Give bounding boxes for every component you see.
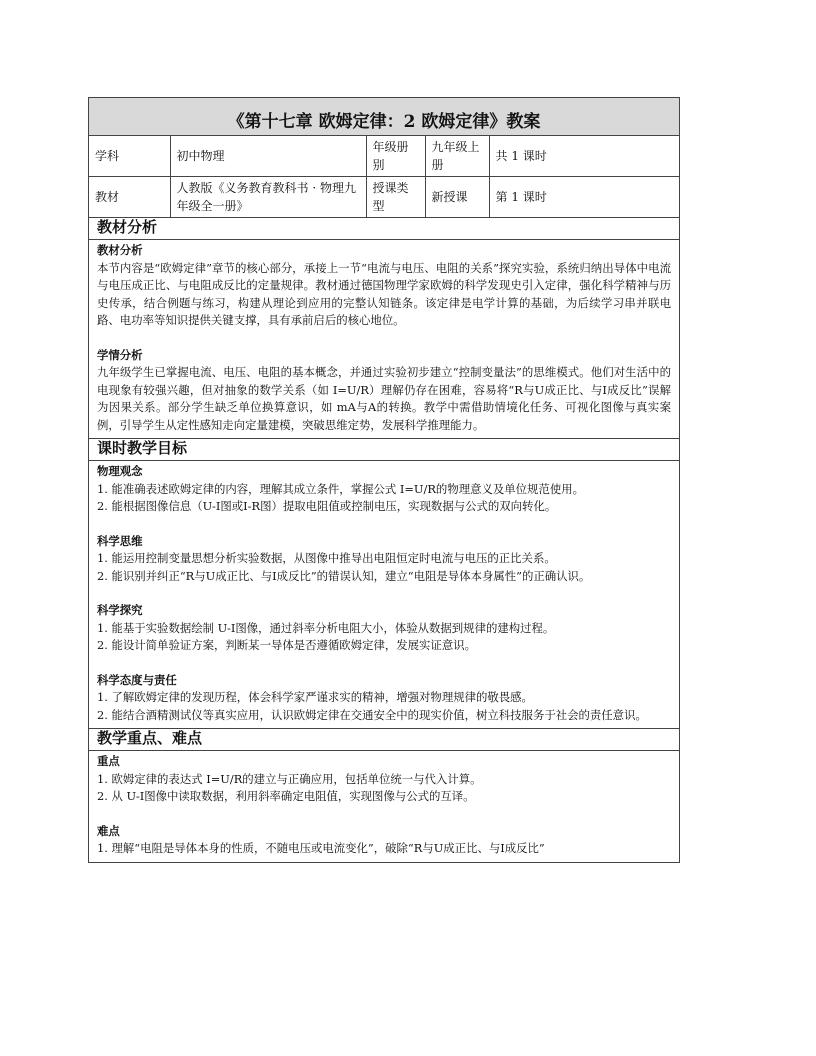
grade-value: 九年级上册	[425, 136, 489, 177]
subheading-learner-analysis: 学情分析	[97, 347, 143, 362]
goal-item: 1. 能准确表述欧姆定律的内容，理解其成立条件，掌握公式 I=U/R的物理意义及单位规范使用。	[97, 481, 585, 496]
meta-row-subject	[89, 136, 679, 177]
goal-item: 2. 能识别并纠正“R与U成正比、与I成反比”的错误认知，建立“电阻是导体本身属性”的正确认识。	[97, 568, 591, 583]
keypoint-item: 1. 欧姆定律的表达式 I=U/R的建立与正确应用，包括单位统一与代入计算。	[97, 771, 482, 786]
goal-item: 2. 能结合酒精测试仪等真实应用，认识欧姆定律在交通安全中的现实价值，树立科技服务于社会的责任意识。	[97, 707, 647, 722]
textbook-label: 教材	[89, 177, 170, 218]
spacer	[97, 585, 671, 602]
subheading-textbook-analysis: 教材分析	[97, 243, 143, 257]
document-title: 《第十七章 欧姆定律：2 欧姆定律》教案	[89, 98, 679, 136]
hours-value: 共 1 课时	[489, 136, 679, 177]
keypoint-item: 2. 从 U-I图像中读取数据，利用斜率确定电阻值，实现图像与公式的互译。	[97, 789, 475, 803]
goal-title-scientific-inquiry: 科学探究	[97, 603, 143, 617]
goal-item: 1. 能运用控制变量思想分析实验数据，从图像中推导出电阻恒定时电流与电压的正比关系。	[97, 551, 556, 565]
goal-item: 1. 了解欧姆定律的发现历程，体会科学家严谨求实的精神，增强对物理规律的敬畏感。	[97, 690, 533, 704]
spacer	[97, 330, 671, 347]
period-value: 第 1 课时	[489, 177, 679, 218]
type-label: 授课类型	[366, 177, 425, 218]
textbook-value: 人教版《义务教育教科书 · 物理九年级全一册》	[170, 177, 366, 218]
difficulty-item: 1. 理解“电阻是导体本身的性质，不随电压或电流变化”，破除“R与U成正比、与I成反比”	[97, 841, 545, 855]
goal-item: 2. 能设计简单验证方案，判断某一导体是否遵循欧姆定律，发展实证意识。	[97, 638, 476, 652]
subject-value: 初中物理	[170, 136, 366, 177]
subheading-key-points: 重点	[97, 754, 120, 768]
section-body-analysis	[89, 240, 679, 439]
paragraph-learner-analysis: 九年级学生已掌握电流、电压、电阻的基本概念，并通过实验初步建立“控制变量法”的思维模式。他们对生活中的电现象有较强兴趣，但对抽象的数学关系（如 I=U/R）理解仍存在困难，容易将“R与U成正比、与I成反比”误解为因果关系。部分学生缺乏单位换算意识，如 mA与A的转换。教学中需借助情境化任务、可视化图像与真实案例，引导学生从定性感知走向定量建模，突破思维定势，发展科学推理能力。	[97, 365, 671, 432]
goal-title-scientific-thinking: 科学思维	[97, 533, 143, 548]
spacer	[97, 806, 671, 823]
meta-row-textbook	[89, 177, 679, 218]
lesson-plan-sheet	[88, 97, 680, 863]
section-heading-keypoints: 教学重点、难点	[89, 729, 679, 751]
subheading-difficulties: 难点	[97, 823, 120, 838]
section-heading-goals: 课时教学目标	[89, 439, 679, 461]
section-heading-analysis: 教材分析	[89, 218, 679, 240]
goal-title-attitude-responsibility: 科学态度与责任	[97, 672, 177, 687]
spacer	[97, 516, 671, 533]
goal-item: 1. 能基于实验数据绘制 U-I图像，通过斜率分析电阻大小，体验从数据到规律的建构过程。	[97, 620, 555, 635]
type-value: 新授课	[425, 177, 489, 218]
meta-table	[89, 136, 679, 218]
spacer	[97, 655, 671, 672]
section-body-keypoints	[89, 751, 679, 862]
paragraph-textbook-analysis: 本节内容是“欧姆定律”章节的核心部分，承接上一节“电流与电压、电阻的关系”探究实验，系统归纳出导体中电流与电压成正比、与电阻成反比的定量规律。教材通过德国物理学家欧姆的科学发现史引入定律，强化科学精神与历史传承，结合例题与练习，构建从理论到应用的完整认知链条。该定律是电学计算的基础，为后续学习串并联电路、电功率等知识提供关键支撑，具有承前启后的核心地位。	[97, 260, 671, 327]
goal-title-physics-concept: 物理观念	[97, 464, 143, 478]
goal-item: 2. 能根据图像信息（U-I图或I-R图）提取电阻值或控制电压，实现数据与公式的双向转化。	[97, 499, 557, 513]
subject-label: 学科	[89, 136, 170, 177]
section-body-goals	[89, 461, 679, 729]
grade-label: 年级册别	[366, 136, 425, 177]
